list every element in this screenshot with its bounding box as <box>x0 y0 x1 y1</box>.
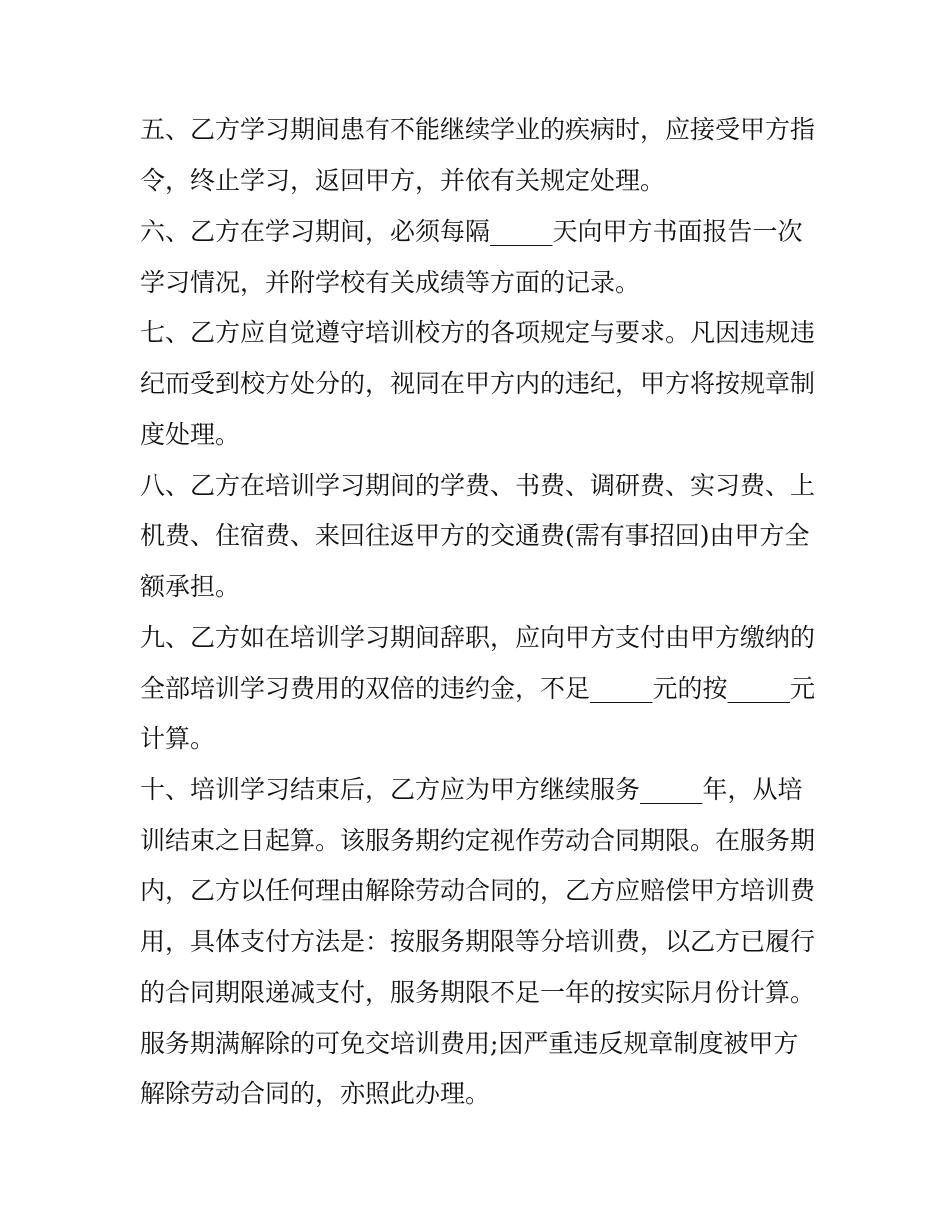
text-line: 内，乙方以任何理由解除劳动合同的，乙方应赔偿甲方培训费 <box>140 876 816 905</box>
text-line: 解除劳动合同的，亦照此办理。 <box>140 1079 491 1108</box>
text-line: 学习情况，并附学校有关成绩等方面的记录。 <box>140 268 641 297</box>
text-line: 八、乙方在培训学习期间的学费、书费、调研费、实习费、上 <box>140 471 816 500</box>
text-line: 用，具体支付方法是：按服务期限等分培训费，以乙方已履行 <box>140 927 816 956</box>
text-line: 令，终止学习，返回甲方，并依有关规定处理。 <box>140 166 666 195</box>
text-line: 五、乙方学习期间患有不能继续学业的疾病时，应接受甲方指 <box>140 115 816 144</box>
text-line: 纪而受到校方处分的，视同在甲方内的违纪，甲方将按规章制 <box>140 369 816 398</box>
text-line: 额承担。 <box>140 572 241 601</box>
text-line: 十、培训学习结束后，乙方应为甲方继续服务_____年，从培 <box>140 775 803 804</box>
text-line: 全部培训学习费用的双倍的违约金，不足_____元的按_____元 <box>140 674 816 703</box>
text-line: 的合同期限递减支付，服务期限不足一年的按实际月份计算。 <box>140 978 816 1007</box>
text-line: 七、乙方应自觉遵守培训校方的各项规定与要求。凡因违规违 <box>140 318 816 347</box>
text-line: 机费、住宿费、来回往返甲方的交通费(需有事招回)由甲方全 <box>140 521 810 550</box>
text-line: 六、乙方在学习期间，必须每隔_____天向甲方书面报告一次 <box>140 217 803 246</box>
text-line: 计算。 <box>140 724 216 753</box>
text-line: 九、乙方如在培训学习期间辞职，应向甲方支付由甲方缴纳的 <box>140 623 816 652</box>
text-line: 服务期满解除的可免交培训费用;因严重违反规章制度被甲方 <box>140 1029 799 1058</box>
text-line: 训结束之日起算。该服务期约定视作劳动合同期限。在服务期 <box>140 826 816 855</box>
text-line: 度处理。 <box>140 420 241 449</box>
